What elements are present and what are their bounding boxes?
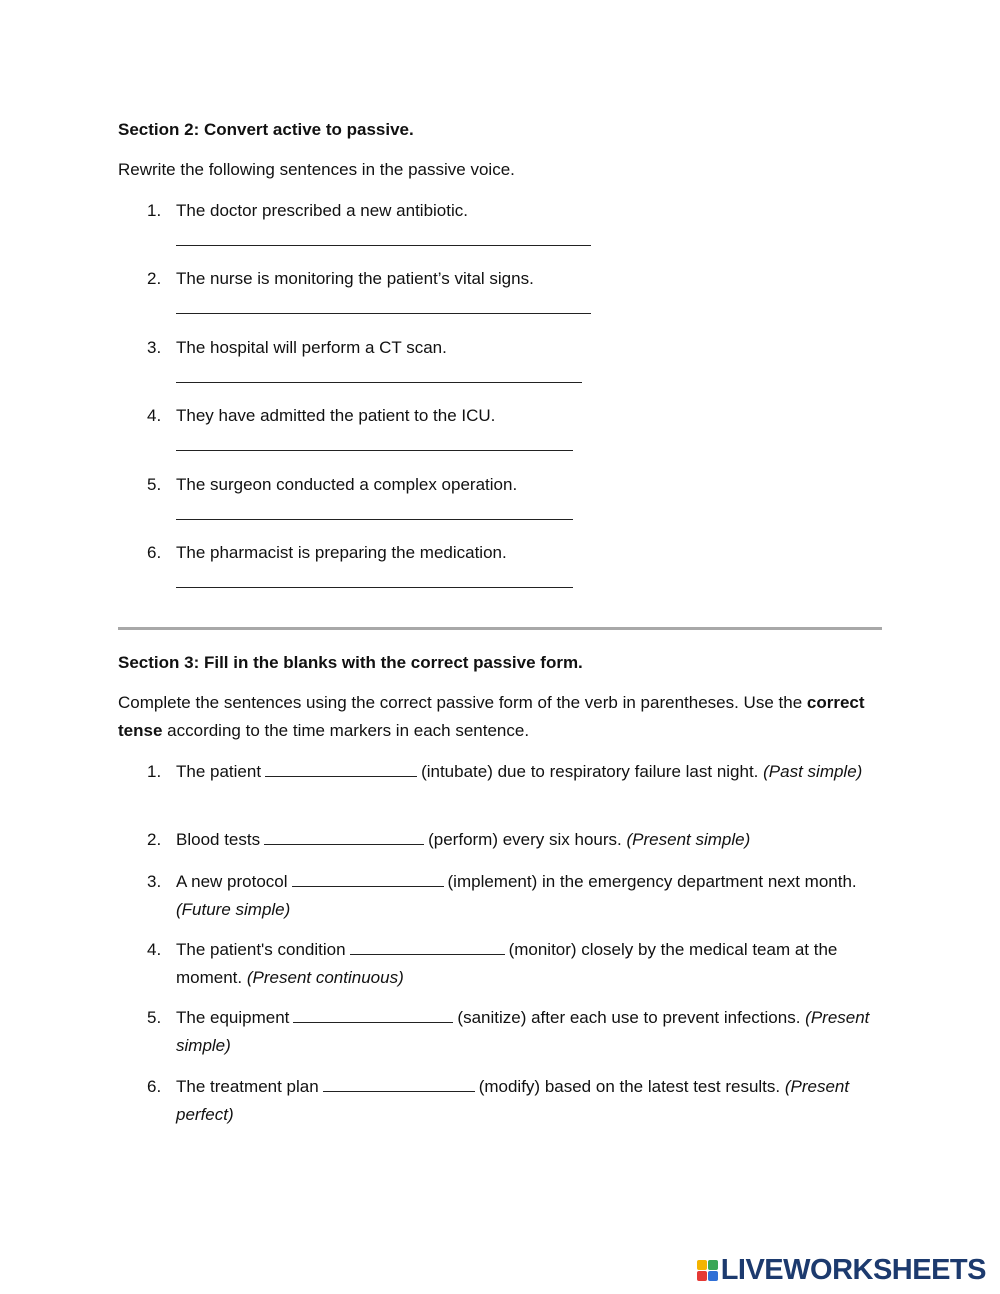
section-divider [118, 627, 882, 630]
tense-hint: (Present simple) [626, 830, 751, 849]
sentence-start: The treatment plan [176, 1077, 319, 1096]
s3-item-3 [147, 868, 882, 924]
item-number: 3. [147, 338, 162, 357]
logo-square-green [708, 1260, 718, 1270]
sentence-end: (modify) based on the latest test results. [478, 1077, 781, 1096]
tense-hint: (Present simple) [176, 1008, 870, 1055]
s2-item-5 [147, 471, 882, 520]
sentence-start: A new protocol [176, 872, 288, 891]
item-number: 6. [147, 1077, 162, 1096]
sentence-end: (perform) every six hours. [428, 830, 622, 849]
fill-blank[interactable] [293, 1006, 453, 1023]
logo-text: LIVEWORKSHEETS [720, 1253, 986, 1286]
s2-item-2 [147, 265, 882, 314]
s3-item-1 [147, 758, 882, 786]
tense-hint: (Future simple) [176, 900, 291, 919]
item-number: 1. [147, 762, 162, 781]
fill-blank[interactable] [264, 828, 424, 845]
logo-square-red [697, 1271, 707, 1281]
item-number: 2. [147, 830, 162, 849]
item-number: 2. [147, 269, 162, 288]
fill-blank[interactable] [323, 1075, 475, 1092]
fill-blank[interactable] [350, 938, 505, 955]
section-3-instructions [118, 689, 882, 745]
fill-blank[interactable] [292, 870, 444, 887]
item-number: 3. [147, 872, 162, 891]
instructions-emphasis: correct tense [118, 693, 865, 740]
answer-line[interactable] [176, 225, 591, 246]
tense-hint: (Present perfect) [176, 1077, 850, 1124]
tense-hint: (Present continuous) [246, 968, 404, 987]
s2-item-6 [147, 539, 882, 588]
logo-square-yellow [697, 1260, 707, 1270]
section-2-instructions: Rewrite the following sentences in the passive voice. [118, 160, 515, 179]
answer-line[interactable] [176, 499, 573, 520]
item-number: 4. [147, 406, 162, 425]
answer-line[interactable] [176, 362, 582, 383]
instructions-text-end: according to the time markers in each sentence. [167, 721, 530, 740]
answer-line[interactable] [176, 567, 573, 588]
answer-line[interactable] [176, 293, 591, 314]
s2-item-1 [147, 197, 882, 246]
sentence-end: (sanitize) after each use to prevent infections. [457, 1008, 801, 1027]
sentence-end: (monitor) closely by the medical team at the moment. [176, 940, 838, 987]
instructions-text: Complete the sentences using the correct passive form of the verb in parentheses. Use the [118, 693, 803, 712]
item-sentence: The pharmacist is preparing the medication. [176, 543, 507, 562]
item-sentence: The doctor prescribed a new antibiotic. [176, 201, 468, 220]
section-3-title: Section 3: Fill in the blanks with the correct passive form. [118, 653, 583, 672]
s2-item-4 [147, 402, 882, 451]
tense-hint: (Past simple) [763, 762, 863, 781]
item-sentence: The surgeon conducted a complex operation. [176, 475, 518, 494]
item-number: 4. [147, 940, 162, 959]
item-number: 1. [147, 201, 162, 220]
sentence-start: The patient's condition [176, 940, 346, 959]
sentence-start: The equipment [176, 1008, 290, 1027]
item-sentence: The nurse is monitoring the patient’s vital signs. [176, 269, 534, 288]
item-number: 5. [147, 475, 162, 494]
s3-item-6 [147, 1073, 882, 1129]
logo-mark-icon [697, 1260, 718, 1281]
s3-item-2 [147, 826, 882, 854]
s2-item-3 [147, 334, 882, 383]
sentence-start: Blood tests [176, 830, 261, 849]
sentence-end: (intubate) due to respiratory failure last night. [421, 762, 759, 781]
item-sentence: They have admitted the patient to the ICU. [176, 406, 496, 425]
s3-item-5 [147, 1004, 882, 1060]
logo-square-blue [708, 1271, 718, 1281]
section-2-title: Section 2: Convert active to passive. [118, 120, 414, 139]
item-number: 6. [147, 543, 162, 562]
item-number: 5. [147, 1008, 162, 1027]
sentence-end: (implement) in the emergency department next month. [447, 872, 857, 891]
answer-line[interactable] [176, 430, 573, 451]
s3-item-4 [147, 936, 882, 992]
fill-blank[interactable] [265, 760, 417, 777]
liveworksheets-logo[interactable] [697, 1253, 986, 1287]
item-sentence: The hospital will perform a CT scan. [176, 338, 447, 357]
sentence-start: The patient [176, 762, 262, 781]
